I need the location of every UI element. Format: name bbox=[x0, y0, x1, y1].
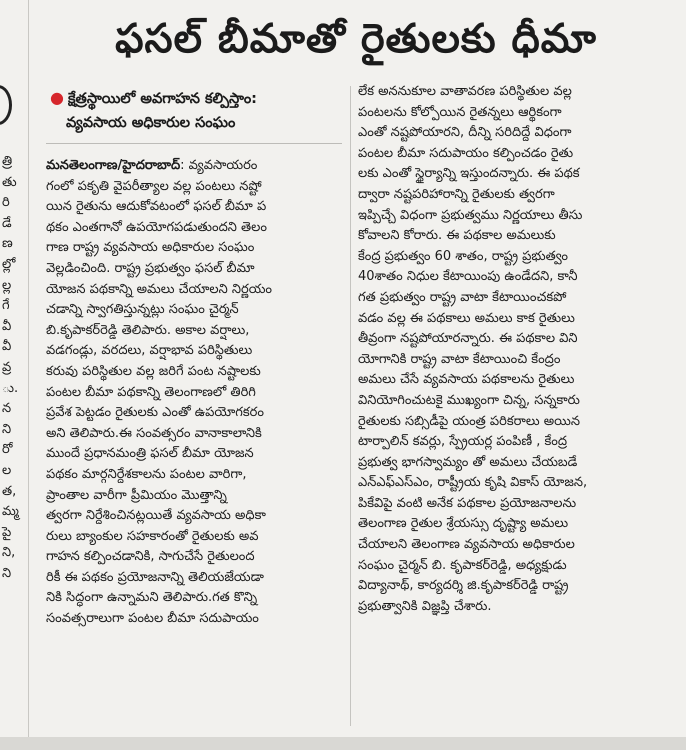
previous-article-fragment: గే bbox=[2, 298, 10, 314]
previous-article-strip bbox=[0, 0, 29, 750]
body-line: పంటల బీమా పథకాన్ని తెలంగాణలో తిరిగి bbox=[46, 384, 256, 400]
body-line: యోగానికి రాష్ట్ర వాటా కేటాయించి కేంద్రం bbox=[358, 351, 561, 367]
body-line: గత ప్రభుత్వం రాష్ట్ర వాటా కేటాయించకపో bbox=[358, 289, 567, 305]
body-line: పంటల బీమా సదుపాయం కల్పించడం రైతు bbox=[358, 145, 574, 161]
previous-article-fragment: మ్మ bbox=[2, 504, 19, 520]
previous-article-fragment: వీ bbox=[2, 339, 12, 355]
body-line: టార్పాలిన్ కవర్లు, స్ప్రేయర్ల పంపిణీ , కేంద్ర bbox=[358, 434, 568, 450]
previous-article-fragment: ని, bbox=[2, 545, 16, 561]
body-line: విద్యానాథ్, కార్యదర్శి జి.కృపాకర్‌రెడ్డి రాష్ట్ర bbox=[358, 578, 569, 594]
body-line: ప్రభుత్వానికి విజ్ఞప్తి చేశారు. bbox=[358, 598, 492, 614]
body-line: చడాన్ని స్వాగతిస్తున్నట్లు సంఘం చైర్మన్ bbox=[46, 302, 239, 318]
body-line: గాహన కల్పించడానికి, సాగుచేసే రైతులంద bbox=[46, 549, 255, 565]
subheading-line-2: వ్యవసాయ అధికారుల సంఘం bbox=[66, 115, 236, 131]
previous-article-fragment: ల bbox=[2, 463, 12, 478]
body-line: యిన రైతును ఆదుకోవటంలో ఫసల్ బీమా ప bbox=[46, 199, 267, 215]
dateline: మనతెలంగాణ/హైదరాబాద్ bbox=[46, 158, 181, 173]
body-line: పంటలను కోల్పోయిన రైతన్నలు ఆర్థికంగా bbox=[358, 104, 562, 120]
body-line: ఎన్‌ఎఫ్‌ఎస్‌ఎం, రాష్ట్రీయ కృషి వికాస్ యోజన, bbox=[358, 475, 588, 491]
previous-article-fragment: ు. bbox=[2, 380, 19, 396]
body-line: గాణ రాష్ట్ర వ్యవసాయ అధికారుల సంఘం bbox=[46, 240, 255, 256]
body-line: పికేవిపై వంటి అనేక పథకాల ప్రయోజనాలను bbox=[358, 495, 577, 511]
body-line: వడగండ్లు, వరదలు, వర్షాభావ పరిస్థితులు bbox=[46, 343, 253, 359]
column-2-body bbox=[358, 82, 664, 617]
body-line: ద్వారా నష్టపరిహారాన్ని రైతులకు త్వరగా bbox=[358, 186, 555, 202]
article-column-1 bbox=[46, 86, 342, 630]
previous-article-fragment: డే bbox=[2, 215, 12, 231]
body-line: ఎంతో నష్టపోయారని, దీన్ని సరిదిద్దే విధంగా bbox=[358, 125, 572, 141]
body-line: ఇప్పిచ్చే విధంగా ప్రభుత్వము నిర్ణయాలు తీసు bbox=[358, 207, 583, 223]
subheading-divider bbox=[46, 143, 342, 144]
body-line: రికీ ఈ పథకం ప్రయోజనాన్ని తెలియజేయడా bbox=[46, 569, 264, 585]
column-divider bbox=[350, 86, 351, 726]
body-line: చేయాలని తెలంగాణ వ్యవసాయ అధికారుల bbox=[358, 537, 575, 553]
previous-article-fragment: రో bbox=[2, 442, 13, 458]
subheading bbox=[50, 86, 342, 135]
subheading-line-1: క్షేత్రస్థాయిలో అవగాహన కల్పిస్తాం: bbox=[67, 91, 257, 107]
body-line: లకు ఎంతో స్థైర్యాన్ని ఇస్తుందన్నారు. ఈ పథక bbox=[358, 166, 580, 182]
body-line: 40శాతం నిధుల కేటాయింపు ఉండేదని, కానీ bbox=[358, 269, 578, 285]
cropped-graphic bbox=[0, 85, 12, 125]
previous-article-fragment: త, bbox=[2, 483, 17, 499]
body-line: తీవ్రంగా నష్టపోయారన్నారు. ఈ పథకాల విని bbox=[358, 331, 578, 347]
body-line: సంవత్సరాలుగా పంటల బీమా సదుపాయం bbox=[46, 611, 259, 627]
body-line: లేక అననుకూల వాతావరణ పరిస్థితుల వల్ల bbox=[358, 84, 572, 99]
previous-article-fragment: పై bbox=[2, 524, 12, 540]
dateline-line bbox=[46, 156, 342, 177]
body-line: కేంద్ర ప్రభుత్వం 60 శాతం, రాష్ట్ర ప్రభుత్వం bbox=[358, 248, 568, 264]
body-line: అమలు చేసే వ్యవసాయ పథకాలను రైతులు bbox=[358, 372, 575, 388]
body-line: సంఘం చైర్మన్ బి. కృపాకర్‌రెడ్డి, అధ్యక్షుడు bbox=[358, 557, 567, 573]
body-line: పథకం మార్గనిర్దేశకాలను పంటల వారిగా, bbox=[46, 466, 247, 482]
previous-article-fragment: ణ bbox=[2, 236, 13, 252]
previous-article-fragment: ల్లో bbox=[2, 257, 16, 272]
body-line: కరువు పరిస్థితుల వల్ల జరిగే పంట నష్టాలకు bbox=[46, 363, 261, 379]
dateline-rest: : వ్యవసాయరం bbox=[180, 158, 258, 173]
body-line: వినియోగించుటకై ముఖ్యంగా చిన్న, సన్నకారు bbox=[358, 392, 580, 408]
previous-article-fragment: వ్ర bbox=[2, 360, 12, 375]
previous-article-fragment: త్రి bbox=[2, 154, 13, 169]
previous-article-fragment: రి bbox=[2, 195, 10, 211]
body-line: వెల్లడించింది. రాష్ట్ర ప్రభుత్వం ఫసల్ బీమా bbox=[46, 260, 255, 276]
previous-article-fragment: తు bbox=[2, 174, 17, 190]
body-line: ప్రాంతాల వారీగా ప్రీమియం మొత్తాన్ని bbox=[46, 487, 227, 503]
body-line: త్వరగా నిర్దేశించినట్లయితే వ్యవసాయ అధికా bbox=[46, 508, 266, 524]
body-line: కోవాలని కోరారు. ఈ పథకాల అమలుకు bbox=[358, 228, 556, 244]
body-line: అని తెలిపారు.ఈ సంవత్సరం వానాకాలానికి bbox=[46, 425, 262, 441]
previous-article-fragment: ని bbox=[2, 566, 12, 581]
previous-article-fragment: న bbox=[2, 401, 12, 417]
bullet-icon: ● bbox=[50, 88, 64, 107]
bottom-edge bbox=[0, 737, 686, 750]
body-line: వడం వల్ల ఈ పథకాలు అమలు కాక రైతులు bbox=[358, 310, 575, 326]
column-1-body bbox=[46, 156, 342, 630]
body-line: ప్రవేశ పెట్టడం రైతులకు ఎంతో ఉపయోగకరం bbox=[46, 405, 264, 421]
body-line: తెలంగాణ రైతుల శ్రేయస్సు దృష్ట్యా అమలు bbox=[358, 516, 569, 532]
body-line: బి.కృపాకర్‌రెడ్డి తెలిపారు. అకాల వర్షాలు, bbox=[46, 322, 250, 338]
body-line: ముందే ప్రధానమంత్రి ఫసల్ బీమా యోజన bbox=[46, 446, 254, 462]
previous-article-fragment: ల్ల bbox=[2, 277, 12, 293]
article-column-2 bbox=[358, 82, 664, 617]
body-line: రైతులకు సబ్సిడీపై యంత్ర పరికరాలు అయిన bbox=[358, 413, 580, 429]
previous-article-fragment: ని bbox=[2, 421, 12, 437]
previous-article-fragment: వీ bbox=[2, 318, 12, 334]
body-line: ప్రభుత్వ భాగస్వామ్యం తో అమలు చేయబడే bbox=[358, 454, 578, 470]
body-line: గంలో పకృతి వైపరీత్యాల వల్ల పంటలు నష్టో bbox=[46, 178, 262, 194]
article-headline: ఫసల్ బీమాతో రైతులకు ధీమా bbox=[115, 16, 597, 62]
body-line: రులు బ్యాంకుల సహకారంతో రైతులకు అవ bbox=[46, 528, 259, 544]
body-line: యోజన పథకాన్ని అమలు చేయాలని నిర్ణయం bbox=[46, 281, 273, 297]
body-line: నికి సిద్ధంగా ఉన్నామని తెలిపారు.గత కొన్ని bbox=[46, 590, 258, 606]
body-line: థకం ఎంతగానో ఉపయోగపడుతుందని తెలం bbox=[46, 219, 267, 235]
